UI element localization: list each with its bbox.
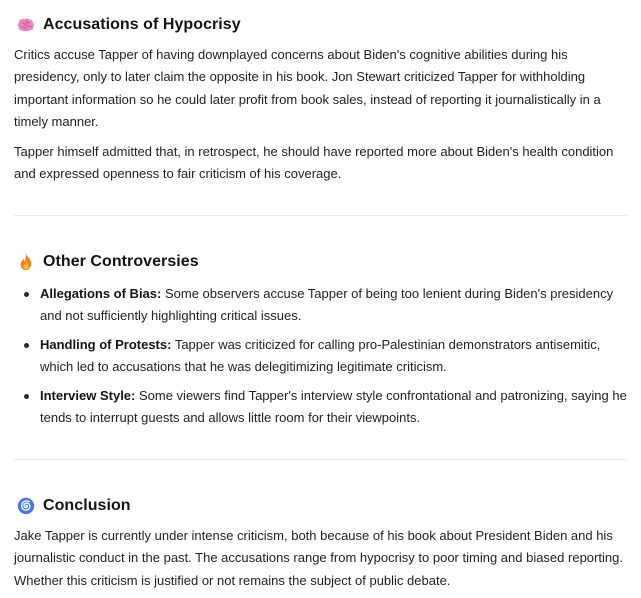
section-heading-controversies [14,250,627,274]
paragraph: Critics accuse Tapper of having downplayed concerns about Biden's cognitive abilities during his presidency, only to later claim the opposite in his book. Jon Stewart criticized Tapper for withholding important information so he could later profit from book sales, instead of reporting it journalistically in a timely manner. [14,47,601,130]
fire-icon [16,252,36,272]
list-item [14,334,627,379]
spiral-icon [16,496,36,516]
section-conclusion [14,494,627,592]
list-item-term: Allegations of Bias: [40,286,162,301]
section-hypocrisy [14,13,627,185]
section-title: Other Controversies [43,253,199,270]
bullet-dot [24,292,29,297]
section-divider [14,459,627,460]
list-item-term: Handling of Protests: [40,336,172,352]
bullet-dot [24,394,29,399]
paragraph: Tapper himself admitted that, in retrospect, he should have reported more about Biden's health condition and expressed openness to fair criticism of his coverage. [14,143,614,182]
section-title: Conclusion [43,497,131,514]
list-item-text: Some observers accuse Tapper of being too lenient during Biden's presidency and not sufficiently highlighting critical issues. [40,286,614,324]
list-item-text: Some viewers find Tapper's interview style confrontational and patronizing, saying he tends to interrupt guests and allows little room for their viewpoints. [40,387,627,426]
list-item-text: Tapper was criticized for calling pro-Palestinian demonstrators antisemitic, which led to accusations that he was delegitimizing legitimate criticism. [40,336,601,375]
section-controversies [14,250,627,435]
list-item [14,283,627,328]
section-heading-hypocrisy [14,13,627,37]
bullet-dot [24,343,29,348]
section-divider [14,215,627,216]
list-item [14,385,627,430]
list-item-term: Interview Style: [40,387,136,403]
paragraph: Jake Tapper is currently under intense criticism, both because of his book about President Biden and his journalistic conduct in the past. The accusations range from hypocrisy to poor timing and biased reporting. Whether this criticism is justified or not remains the subject of public debate. [14,528,623,588]
section-heading-conclusion [14,494,627,518]
brain-icon [16,15,36,35]
controversies-list [14,283,627,429]
section-title: Accusations of Hypocrisy [43,16,241,33]
